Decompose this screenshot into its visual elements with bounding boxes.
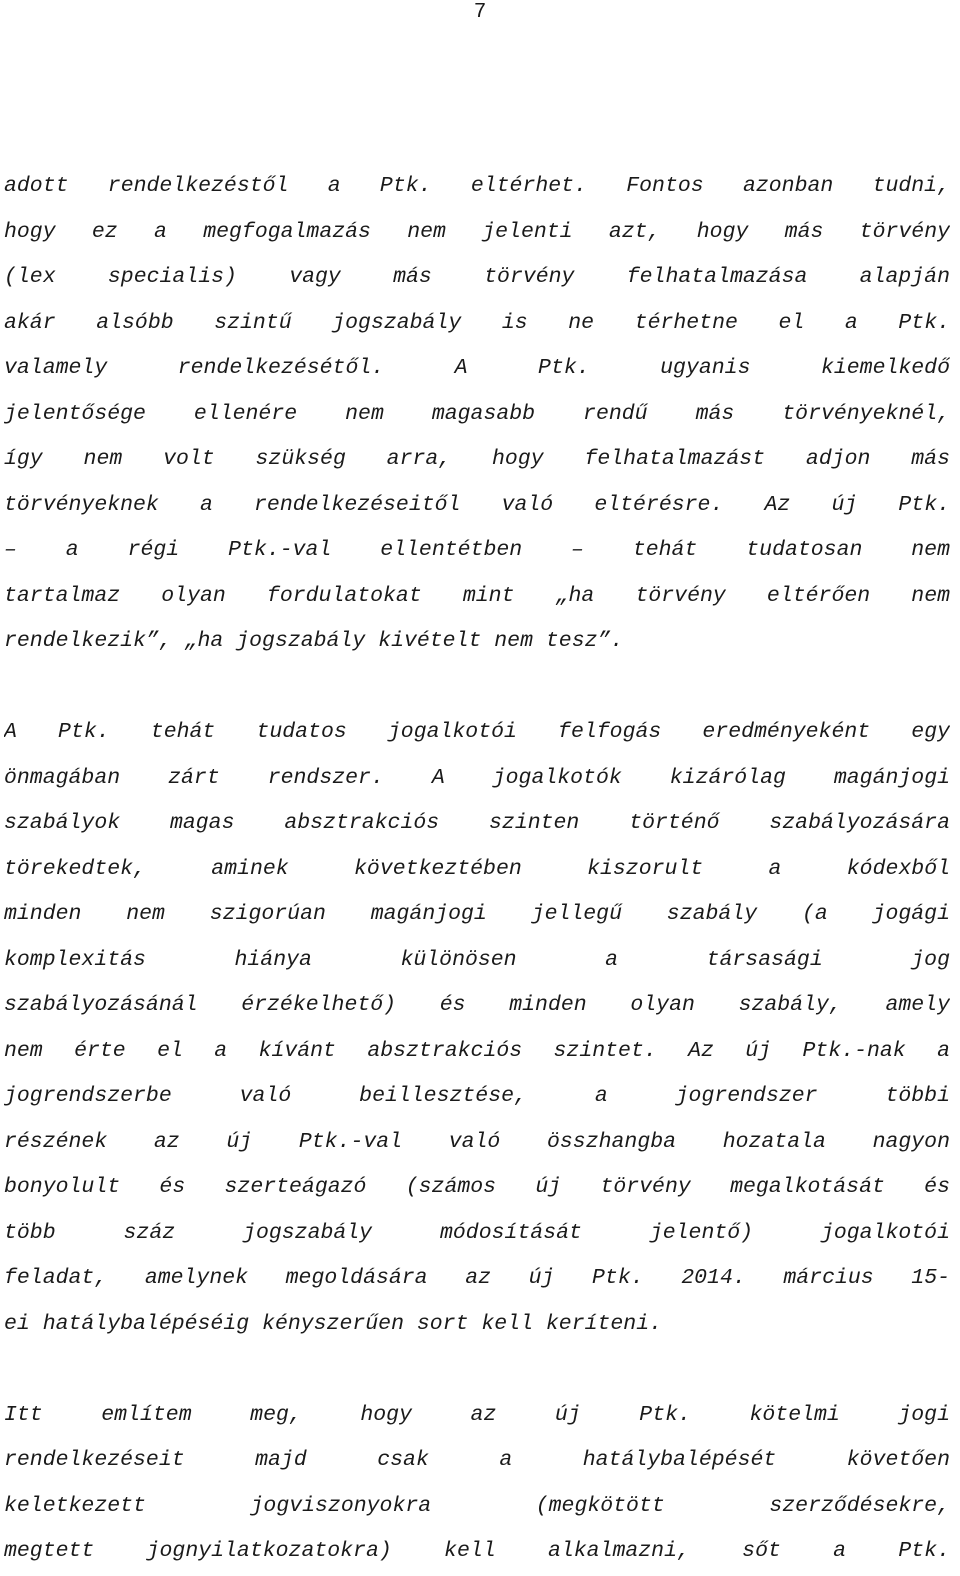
text-line: valamely rendelkezésétől. A Ptk. ugyanis kiemelkedő (4, 356, 950, 380)
text-line: tartalmaz olyan fordulatokat mint „ha törvény eltérően nem (4, 583, 950, 608)
text-line: több száz jogszabály módosítását jelentő) jogalkotói (4, 1220, 950, 1245)
text-line: törekedtek, aminek következtében kiszorult a kódexből (4, 856, 950, 881)
text-line: önmagában zárt rendszer. A jogalkotók kizárólag magánjogi (4, 765, 950, 790)
paragraph-3 (4, 1393, 950, 1575)
text-line: részének az új Ptk.-val való összhangba hozatala nagyon (4, 1129, 950, 1154)
text-line: jelentősége ellenére nem magasabb rendű más törvényeknél, (4, 401, 950, 426)
text-line: így nem volt szükség arra, hogy felhatalmazást adjon más (4, 447, 950, 471)
text-line: rendelkezik”, „ha jogszabály kivételt nem tesz”. (4, 629, 624, 653)
text-line: akár alsóbb szintű jogszabály is ne térhetne el a Ptk. (4, 310, 950, 335)
text-line: keletkezett jogviszonyokra (megkötött szerződésekre, (4, 1493, 950, 1518)
text-line: komplexitás hiánya különösen a társasági jog (4, 947, 950, 972)
text-line: bonyolult és szerteágazó (számos új törvény megalkotását és (4, 1175, 950, 1199)
text-line: szabályok magas absztrakciós szinten történő szabályozására (4, 811, 950, 835)
text-line: feladat, amelynek megoldására az új Ptk. 2014. március 15- (4, 1266, 950, 1290)
paragraph-1 (4, 164, 950, 665)
text-line: Itt említem meg, hogy az új Ptk. kötelmi jogi (4, 1402, 950, 1427)
text-line: hogy ez a megfogalmazás nem jelenti azt, hogy más törvény (4, 219, 950, 244)
text-line: adott rendelkezéstől a Ptk. eltérhet. Fontos azonban tudni, (4, 174, 950, 198)
text-line: A Ptk. tehát tudatos jogalkotói felfogás eredményeként egy (4, 720, 950, 744)
text-line: szabályozásánál érzékelhető) és minden olyan szabály, amely (4, 993, 950, 1017)
page-number: 7 (473, 1, 487, 24)
text-line: – a régi Ptk.-val ellentétben – tehát tudatosan nem (4, 538, 950, 562)
text-line: nem érte el a kívánt absztrakciós szintet. Az új Ptk.-nak a (4, 1038, 950, 1063)
paragraph-gap (4, 665, 950, 711)
body-text (4, 164, 950, 1575)
text-line: jogrendszerbe való beillesztése, a jogrendszer többi (4, 1084, 950, 1108)
paragraph-gap (4, 1347, 950, 1393)
text-line: rendelkezéseit majd csak a hatálybalépését követően (4, 1448, 950, 1472)
text-line: minden nem szigorúan magánjogi jellegű szabály (a jogági (4, 902, 950, 926)
text-line: törvényeknek a rendelkezéseitől való eltérésre. Az új Ptk. (4, 492, 950, 517)
text-line: (lex specialis) vagy más törvény felhatalmazása alapján (4, 265, 950, 289)
text-line: megtett jognyilatkozatokra) kell alkalmazni, sőt a Ptk. (4, 1539, 950, 1563)
paragraph-2 (4, 710, 950, 1347)
text-line: ei hatálybalépéséig kényszerűen sort kell keríteni. (4, 1311, 663, 1336)
